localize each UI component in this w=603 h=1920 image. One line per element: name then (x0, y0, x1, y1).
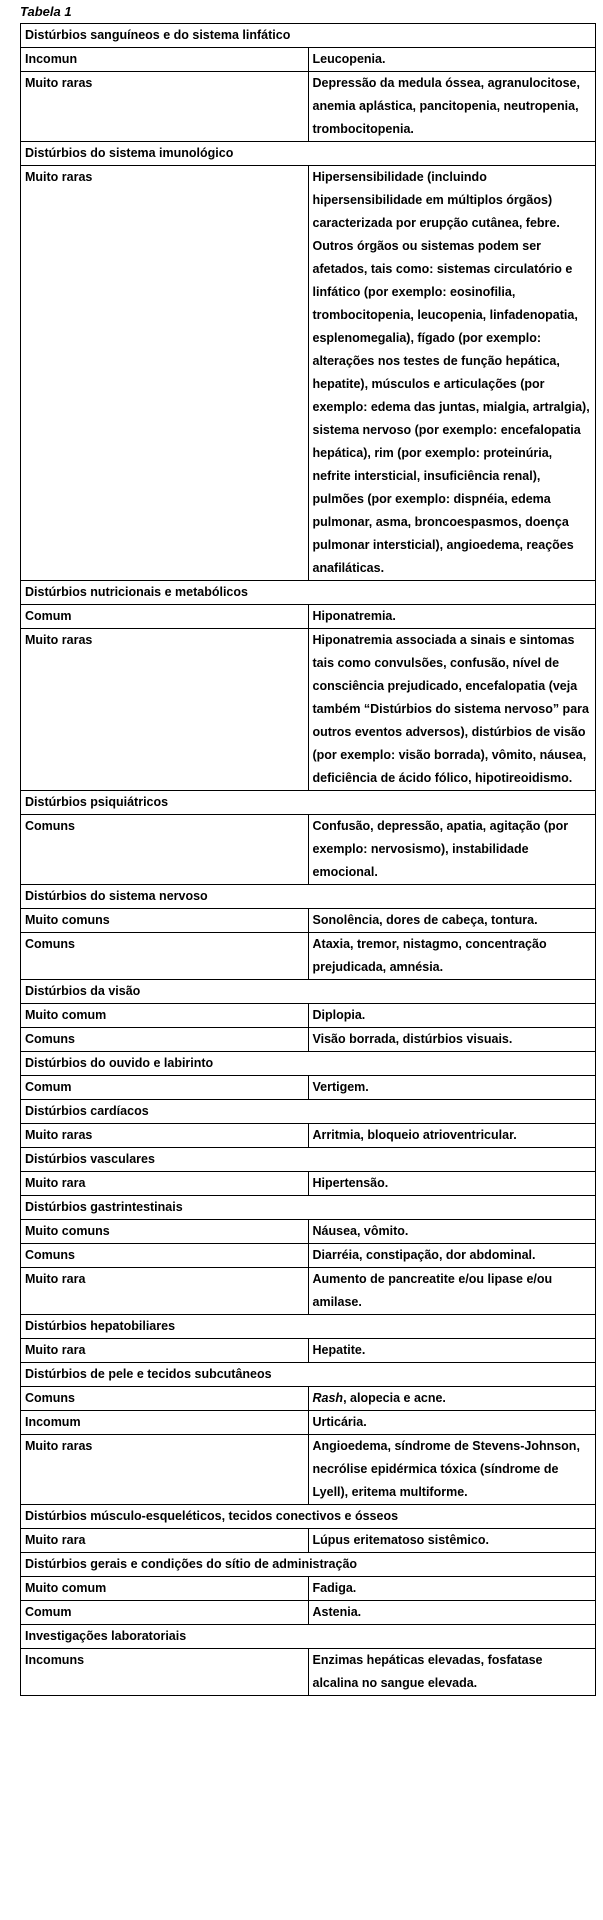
effect-cell: Aumento de pancreatite e/ou lipase e/ou amilase. (308, 1268, 596, 1315)
frequency-cell: Muito rara (21, 1529, 309, 1553)
effect-cell: Vertigem. (308, 1076, 596, 1100)
adverse-effects-table (20, 23, 596, 1696)
frequency-cell: Muito raras (21, 629, 309, 791)
effect-cell (308, 1387, 596, 1411)
effect-text: , alopecia e acne. (343, 1391, 446, 1405)
table-row (21, 1577, 596, 1601)
frequency-cell: Comuns (21, 1028, 309, 1052)
section-heading: Distúrbios gastrintestinais (21, 1196, 596, 1220)
effect-cell: Hepatite. (308, 1339, 596, 1363)
frequency-cell: Muito raras (21, 1124, 309, 1148)
frequency-cell: Comuns (21, 1387, 309, 1411)
frequency-cell: Muito rara (21, 1268, 309, 1315)
table-row (21, 48, 596, 72)
table-row (21, 933, 596, 980)
section-heading: Distúrbios de pele e tecidos subcutâneos (21, 1363, 596, 1387)
effect-cell: Visão borrada, distúrbios visuais. (308, 1028, 596, 1052)
effect-cell: Sonolência, dores de cabeça, tontura. (308, 909, 596, 933)
section-header-row (21, 1363, 596, 1387)
section-heading: Distúrbios da visão (21, 980, 596, 1004)
section-heading: Investigações laboratoriais (21, 1625, 596, 1649)
effect-cell: Urticária. (308, 1411, 596, 1435)
effect-cell: Fadiga. (308, 1577, 596, 1601)
section-heading: Distúrbios músculo-esqueléticos, tecidos conectivos e ósseos (21, 1505, 596, 1529)
frequency-cell: Muito raras (21, 166, 309, 581)
table-row (21, 605, 596, 629)
frequency-cell: Muito rara (21, 1339, 309, 1363)
section-heading: Distúrbios nutricionais e metabólicos (21, 581, 596, 605)
section-heading: Distúrbios cardíacos (21, 1100, 596, 1124)
frequency-cell: Muito comum (21, 1577, 309, 1601)
section-header-row (21, 1315, 596, 1339)
section-header-row (21, 1100, 596, 1124)
table-row (21, 166, 596, 581)
effect-cell: Confusão, depressão, apatia, agitação (por exemplo: nervosismo), instabilidade emocional. (308, 815, 596, 885)
table-row (21, 909, 596, 933)
frequency-cell: Incomum (21, 1411, 309, 1435)
frequency-cell: Muito comuns (21, 909, 309, 933)
table-row (21, 1649, 596, 1696)
table-row (21, 1004, 596, 1028)
table-row (21, 1076, 596, 1100)
table-title: Tabela 1 (20, 4, 72, 19)
effect-cell: Lúpus eritematoso sistêmico. (308, 1529, 596, 1553)
effect-cell: Hipertensão. (308, 1172, 596, 1196)
section-header-row (21, 1148, 596, 1172)
effect-cell: Angioedema, síndrome de Stevens-Johnson, necrólise epidérmica tóxica (síndrome de Lyell), eritema multiforme. (308, 1435, 596, 1505)
section-header-row (21, 1196, 596, 1220)
section-header-row (21, 1553, 596, 1577)
section-header-row (21, 581, 596, 605)
frequency-cell: Muito raras (21, 72, 309, 142)
section-heading: Distúrbios gerais e condições do sítio de administração (21, 1553, 596, 1577)
effect-cell: Hipersensibilidade (incluindo hipersensibilidade em múltiplos órgãos) caracterizada por erupção cutânea, febre. Outros órgãos ou sistemas podem ser afetados, tais como: sistemas circulatório e linfático (por exemplo: eosinofilia, trombocitopenia, leucopenia, linfadenopatia, esplenomegalia), fígado (por exemplo: alterações nos testes de função hepática, hepatite), músculos e articulações (por exemplo: edema das juntas, mialgia, artralgia), sistema nervoso (por exemplo: encefalopatia hepática), rim (por exemplo: proteinúria, nefrite intersticial, insuficiência renal), pulmões (por exemplo: dispnéia, edema pulmonar, asma, broncoespasmos, doença pulmonar intersticial), angioedema, reações anafiláticas. (308, 166, 596, 581)
section-header-row (21, 980, 596, 1004)
frequency-cell: Muito raras (21, 1435, 309, 1505)
table-row (21, 1411, 596, 1435)
table-row (21, 1339, 596, 1363)
table-row (21, 815, 596, 885)
table-row (21, 1387, 596, 1411)
effect-cell: Diplopia. (308, 1004, 596, 1028)
table-row (21, 1172, 596, 1196)
frequency-cell: Comuns (21, 815, 309, 885)
section-heading: Distúrbios hepatobiliares (21, 1315, 596, 1339)
frequency-cell: Muito comum (21, 1004, 309, 1028)
frequency-cell: Incomun (21, 48, 309, 72)
table-row (21, 1220, 596, 1244)
effect-cell: Náusea, vômito. (308, 1220, 596, 1244)
table-row (21, 1028, 596, 1052)
effect-cell: Arritmia, bloqueio atrioventricular. (308, 1124, 596, 1148)
section-header-row (21, 1052, 596, 1076)
section-header-row (21, 24, 596, 48)
effect-cell: Ataxia, tremor, nistagmo, concentração prejudicada, amnésia. (308, 933, 596, 980)
frequency-cell: Comuns (21, 1244, 309, 1268)
frequency-cell: Comuns (21, 933, 309, 980)
table-row (21, 1435, 596, 1505)
section-header-row (21, 1625, 596, 1649)
table-row (21, 629, 596, 791)
effect-cell: Depressão da medula óssea, agranulocitose, anemia aplástica, pancitopenia, neutropenia, trombocitopenia. (308, 72, 596, 142)
frequency-cell: Comum (21, 605, 309, 629)
frequency-cell: Muito rara (21, 1172, 309, 1196)
table-row (21, 72, 596, 142)
effect-cell: Hiponatremia. (308, 605, 596, 629)
effect-cell: Enzimas hepáticas elevadas, fosfatase alcalina no sangue elevada. (308, 1649, 596, 1696)
section-heading: Distúrbios vasculares (21, 1148, 596, 1172)
frequency-cell: Muito comuns (21, 1220, 309, 1244)
effect-italic-text: Rash (312, 1391, 344, 1405)
section-heading: Distúrbios psiquiátricos (21, 791, 596, 815)
section-header-row (21, 791, 596, 815)
section-header-row (21, 885, 596, 909)
effect-cell: Hiponatremia associada a sinais e sintomas tais como convulsões, confusão, nível de consciência prejudicado, encefalopatia (veja também “Distúrbios do sistema nervoso” para outros eventos adversos), distúrbios de visão (por exemplo: visão borrada), vômito, náusea, deficiência de ácido fólico, hipotireoidismo. (308, 629, 596, 791)
effect-cell: Leucopenia. (308, 48, 596, 72)
section-heading: Distúrbios do sistema nervoso (21, 885, 596, 909)
table-row (21, 1601, 596, 1625)
table-row (21, 1268, 596, 1315)
frequency-cell: Incomuns (21, 1649, 309, 1696)
table-row (21, 1244, 596, 1268)
table-row (21, 1529, 596, 1553)
frequency-cell: Comum (21, 1076, 309, 1100)
frequency-cell: Comum (21, 1601, 309, 1625)
section-heading: Distúrbios do ouvido e labirinto (21, 1052, 596, 1076)
section-heading: Distúrbios do sistema imunológico (21, 142, 596, 166)
section-heading: Distúrbios sanguíneos e do sistema linfático (21, 24, 596, 48)
table-body (21, 24, 596, 1696)
table-row (21, 1124, 596, 1148)
effect-cell: Diarréia, constipação, dor abdominal. (308, 1244, 596, 1268)
section-header-row (21, 1505, 596, 1529)
effect-cell: Astenia. (308, 1601, 596, 1625)
section-header-row (21, 142, 596, 166)
